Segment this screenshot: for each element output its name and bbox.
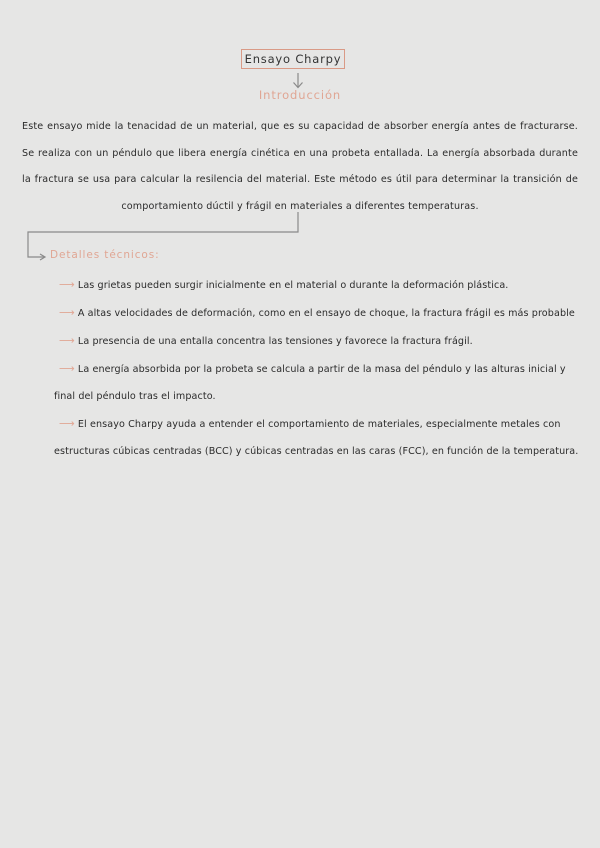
arrow-right-icon: ⟶	[59, 278, 75, 291]
intro-paragraph: Este ensayo mide la tenacidad de un material, que es su capacidad de absorber energía antes de fracturarse. Se realiza con un péndulo que libera energía cinética en una probeta entallada. La energía absorbada durante la fractura se usa para calcular la resilencia del material. Este método es útil para determinar la transición de comportamiento dúctil y frágil en materiales a diferentes temperaturas.	[22, 121, 578, 212]
arrow-right-icon: ⟶	[59, 334, 75, 347]
details-heading: Detalles técnicos:	[50, 249, 160, 261]
intro-heading: Introducción	[258, 88, 342, 102]
list-item	[54, 271, 584, 299]
arrow-right-icon: ⟶	[59, 306, 75, 319]
title-box	[241, 49, 345, 69]
list-item-text: El ensayo Charpy ayuda a entender el comportamiento de materiales, especialmente metales con estructuras cúbicas centradas (BCC) y cúbicas centradas en las caras (FCC), en función de la temperatura.	[54, 419, 579, 457]
list-item	[54, 410, 584, 465]
list-item-text: Las grietas pueden surgir inicialmente en el material o durante la deformación plástica.	[77, 280, 509, 291]
list-item-text: La presencia de una entalla concentra las tensiones y favorece la fractura frágil.	[77, 336, 473, 347]
list-item	[54, 327, 584, 355]
arrow-right-icon: ⟶	[59, 362, 75, 375]
list-item-text: A altas velocidades de deformación, como en el ensayo de choque, la fractura frágil es más probable	[77, 308, 575, 319]
list-item-text: La energía absorbida por la probeta se calcula a partir de la masa del péndulo y las alturas inicial y final del péndulo tras el impacto.	[54, 364, 566, 402]
list-item	[54, 299, 584, 327]
details-list	[54, 271, 584, 465]
list-item	[54, 355, 584, 410]
page-title: Ensayo Charpy	[244, 52, 342, 66]
arrow-right-icon: ⟶	[59, 417, 75, 430]
